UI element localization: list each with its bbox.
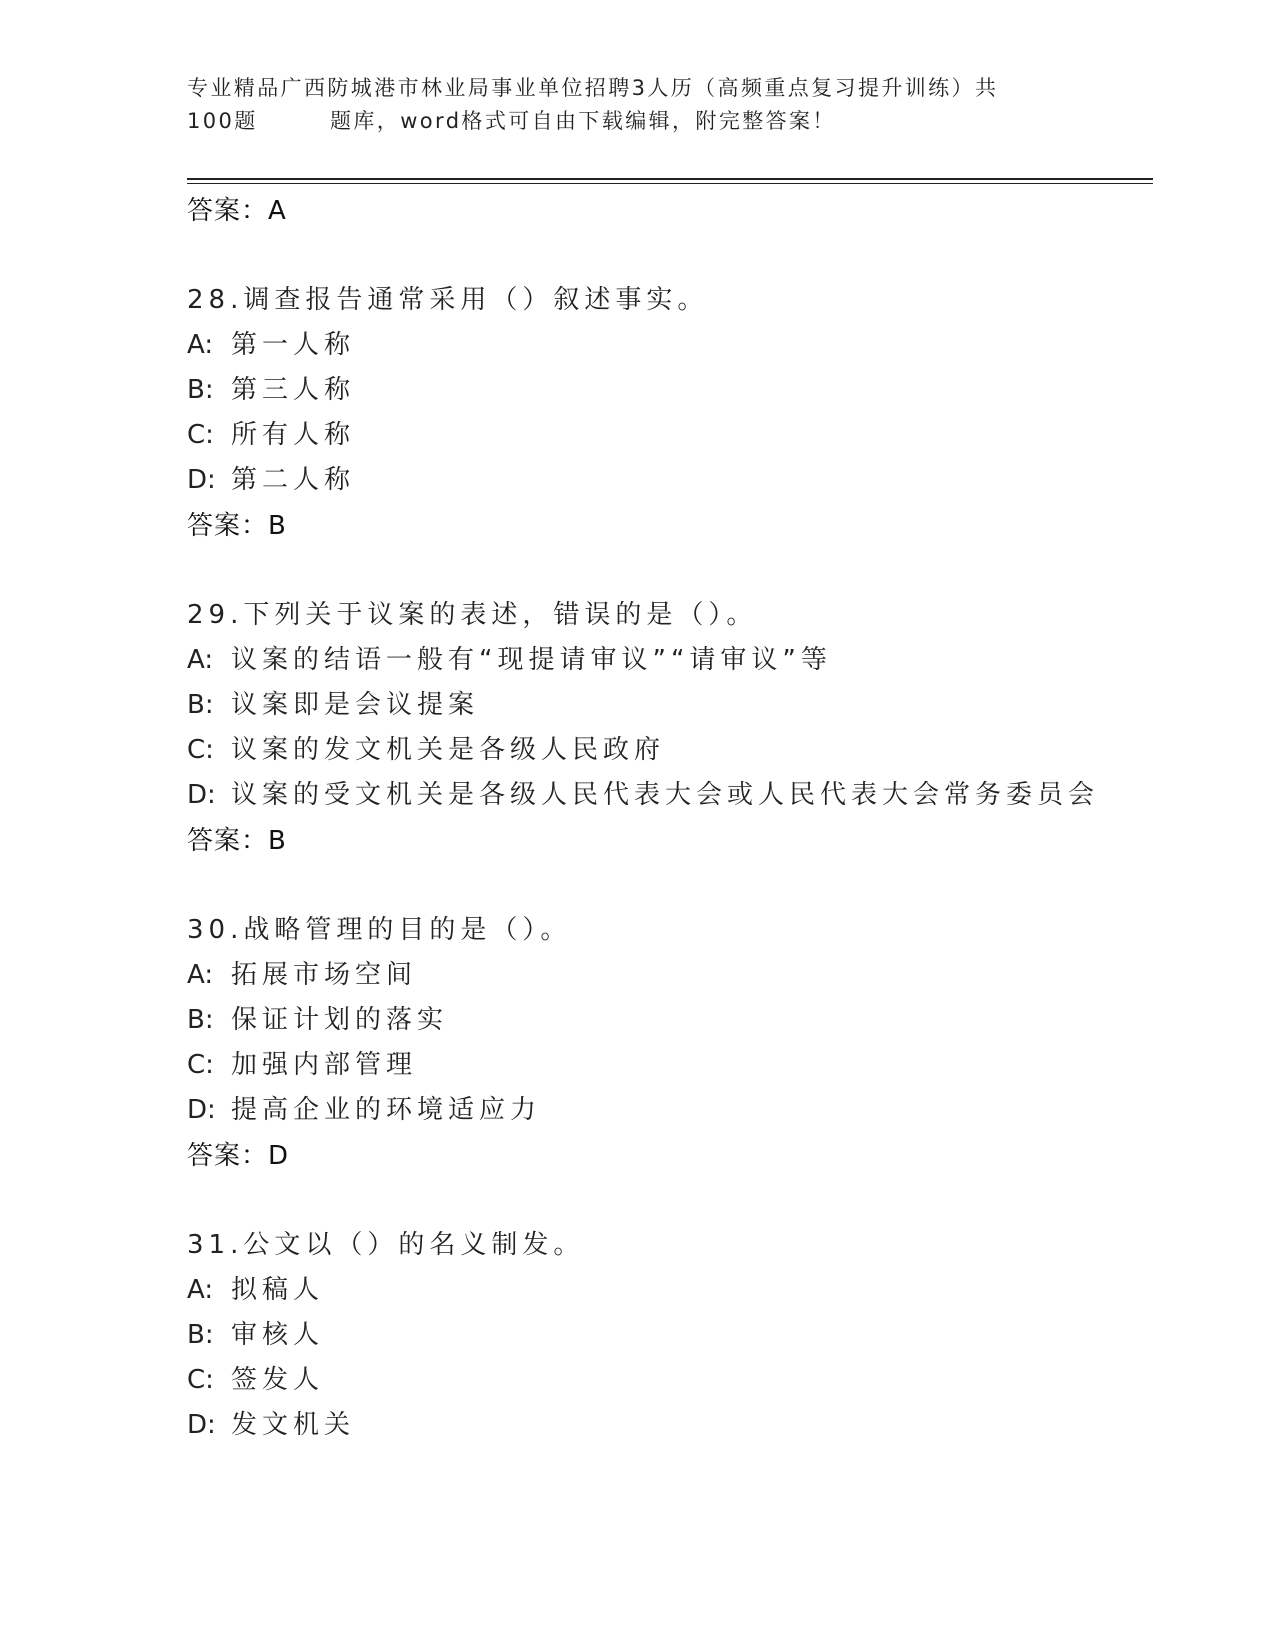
question-block <box>187 1222 1147 1448</box>
option-label: D: <box>187 465 216 495</box>
option-row <box>187 683 1147 728</box>
option-text: 保证计划的落实 <box>231 1005 449 1035</box>
option-text: 议案即是会议提案 <box>231 690 480 720</box>
option-label: A: <box>187 960 214 990</box>
option-text: 发文机关 <box>231 1410 356 1440</box>
option-row <box>187 728 1147 773</box>
option-label: B: <box>187 375 214 405</box>
question-block <box>187 277 1147 549</box>
option-text: 第一人称 <box>231 330 356 360</box>
question-spacer <box>187 1179 1147 1222</box>
header-title-line2 <box>187 105 1087 138</box>
option-row <box>187 953 1147 998</box>
option-label: D: <box>187 1095 216 1125</box>
question-list <box>187 188 1147 1448</box>
question-stem: 30.战略管理的目的是（）。 <box>187 915 572 945</box>
option-row <box>187 773 1147 818</box>
option-row <box>187 1088 1147 1133</box>
option-label: C: <box>187 1365 214 1395</box>
previous-answer: 答案：A <box>187 196 287 226</box>
option-label: C: <box>187 735 214 765</box>
option-label: A: <box>187 330 214 360</box>
option-label: B: <box>187 1005 214 1035</box>
option-text: 加强内部管理 <box>231 1050 418 1080</box>
answer-line: 答案：D <box>187 1141 290 1171</box>
answer-line: 答案：B <box>187 826 287 856</box>
option-text: 签发人 <box>231 1365 325 1395</box>
option-label: B: <box>187 690 214 720</box>
header-rule-thin <box>187 183 1153 184</box>
option-label: B: <box>187 1320 214 1350</box>
question-block <box>187 592 1147 864</box>
option-label: A: <box>187 1275 214 1305</box>
header-question-count: 100题 <box>187 109 258 133</box>
option-row <box>187 368 1147 413</box>
question-stem: 31.公文以（）的名义制发。 <box>187 1230 585 1260</box>
option-row <box>187 323 1147 368</box>
option-row <box>187 1358 1147 1403</box>
question-stem: 29.下列关于议案的表述，错误的是（）。 <box>187 600 758 630</box>
question-block <box>187 907 1147 1179</box>
option-row <box>187 1313 1147 1358</box>
option-label: D: <box>187 780 216 810</box>
option-text: 拟稿人 <box>231 1275 325 1305</box>
header-subtitle: 题库，word格式可自由下载编辑，附完整答案！ <box>330 109 836 133</box>
option-text: 议案的结语一般有“现提请审议”“请审议”等 <box>231 645 832 675</box>
option-row <box>187 413 1147 458</box>
option-row <box>187 1043 1147 1088</box>
option-row <box>187 1403 1147 1448</box>
option-label: D: <box>187 1410 216 1440</box>
option-text: 拓展市场空间 <box>231 960 418 990</box>
option-text: 所有人称 <box>231 420 356 450</box>
option-row <box>187 458 1147 503</box>
answer-line: 答案：B <box>187 511 287 541</box>
page-header <box>187 72 1087 138</box>
option-label: C: <box>187 420 214 450</box>
option-row <box>187 998 1147 1043</box>
option-text: 议案的发文机关是各级人民政府 <box>231 735 666 765</box>
question-spacer <box>187 234 1147 277</box>
option-text: 议案的受文机关是各级人民代表大会或人民代表大会常务委员会 <box>231 780 1100 810</box>
header-rule-thick <box>187 178 1153 180</box>
option-label: A: <box>187 645 214 675</box>
option-text: 第二人称 <box>231 465 356 495</box>
question-spacer <box>187 549 1147 592</box>
question-stem: 28.调查报告通常采用（）叙述事实。 <box>187 285 709 315</box>
option-text: 提高企业的环境适应力 <box>231 1095 542 1125</box>
option-row <box>187 638 1147 683</box>
option-text: 第三人称 <box>231 375 356 405</box>
option-label: C: <box>187 1050 214 1080</box>
option-text: 审核人 <box>231 1320 325 1350</box>
header-title-line1: 专业精品广西防城港市林业局事业单位招聘3人历（高频重点复习提升训练）共 <box>187 76 999 100</box>
option-row <box>187 1268 1147 1313</box>
question-spacer <box>187 864 1147 907</box>
